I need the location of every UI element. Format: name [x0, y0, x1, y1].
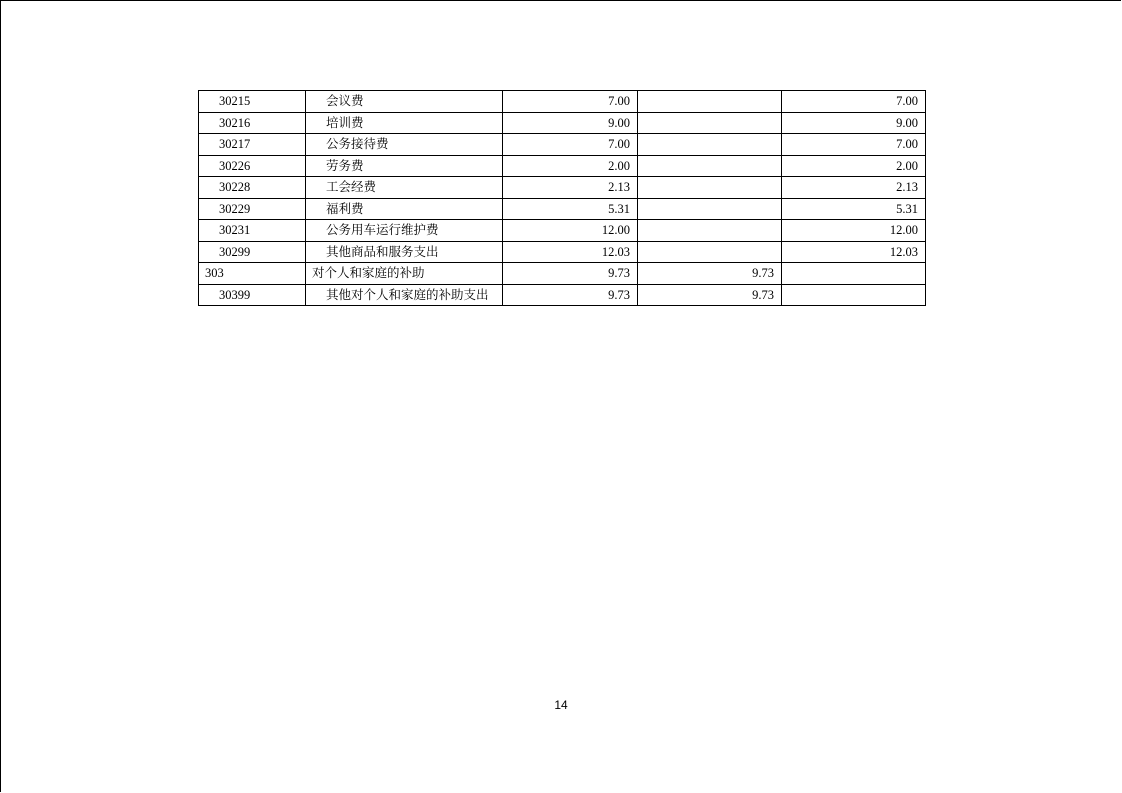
cell-name: 公务接待费 [306, 134, 503, 156]
cell-name: 福利费 [306, 198, 503, 220]
budget-table [198, 90, 926, 306]
cell-code: 30216 [199, 112, 306, 134]
cell-total: 7.00 [503, 91, 638, 113]
cell-total: 2.13 [503, 177, 638, 199]
cell-basic [638, 134, 782, 156]
cell-code: 30217 [199, 134, 306, 156]
cell-total: 7.00 [503, 134, 638, 156]
cell-basic [638, 220, 782, 242]
cell-project: 12.00 [782, 220, 926, 242]
cell-total: 9.73 [503, 284, 638, 306]
table-row [199, 241, 926, 263]
cell-name: 劳务费 [306, 155, 503, 177]
cell-code: 30399 [199, 284, 306, 306]
cell-code: 30226 [199, 155, 306, 177]
cell-name: 工会经费 [306, 177, 503, 199]
cell-total: 2.00 [503, 155, 638, 177]
cell-project: 2.13 [782, 177, 926, 199]
cell-name: 会议费 [306, 91, 503, 113]
cell-name: 培训费 [306, 112, 503, 134]
cell-name: 其他对个人和家庭的补助支出 [306, 284, 503, 306]
cell-code: 30229 [199, 198, 306, 220]
cell-name: 对个人和家庭的补助 [306, 263, 503, 285]
cell-basic: 9.73 [638, 284, 782, 306]
table-row [199, 263, 926, 285]
cell-basic [638, 112, 782, 134]
cell-project: 12.03 [782, 241, 926, 263]
cell-project: 9.00 [782, 112, 926, 134]
cell-code: 30215 [199, 91, 306, 113]
cell-total: 5.31 [503, 198, 638, 220]
cell-total: 9.00 [503, 112, 638, 134]
table-row [199, 134, 926, 156]
page-number: 14 [554, 698, 568, 712]
cell-basic [638, 91, 782, 113]
cell-total: 12.00 [503, 220, 638, 242]
table-row [199, 177, 926, 199]
table-row [199, 220, 926, 242]
cell-basic [638, 198, 782, 220]
cell-project: 7.00 [782, 91, 926, 113]
cell-name: 其他商品和服务支出 [306, 241, 503, 263]
cell-code: 30228 [199, 177, 306, 199]
cell-total: 9.73 [503, 263, 638, 285]
budget-table-body [199, 91, 926, 306]
cell-basic [638, 155, 782, 177]
cell-code: 303 [199, 263, 306, 285]
cell-basic [638, 241, 782, 263]
cell-basic [638, 177, 782, 199]
cell-total: 12.03 [503, 241, 638, 263]
cell-project [782, 263, 926, 285]
cell-code: 30299 [199, 241, 306, 263]
table-row [199, 155, 926, 177]
table-row [199, 112, 926, 134]
cell-basic: 9.73 [638, 263, 782, 285]
cell-project: 5.31 [782, 198, 926, 220]
cell-project: 7.00 [782, 134, 926, 156]
table-row [199, 284, 926, 306]
cell-code: 30231 [199, 220, 306, 242]
cell-name: 公务用车运行维护费 [306, 220, 503, 242]
cell-project [782, 284, 926, 306]
table-row [199, 198, 926, 220]
table-row [199, 91, 926, 113]
cell-project: 2.00 [782, 155, 926, 177]
